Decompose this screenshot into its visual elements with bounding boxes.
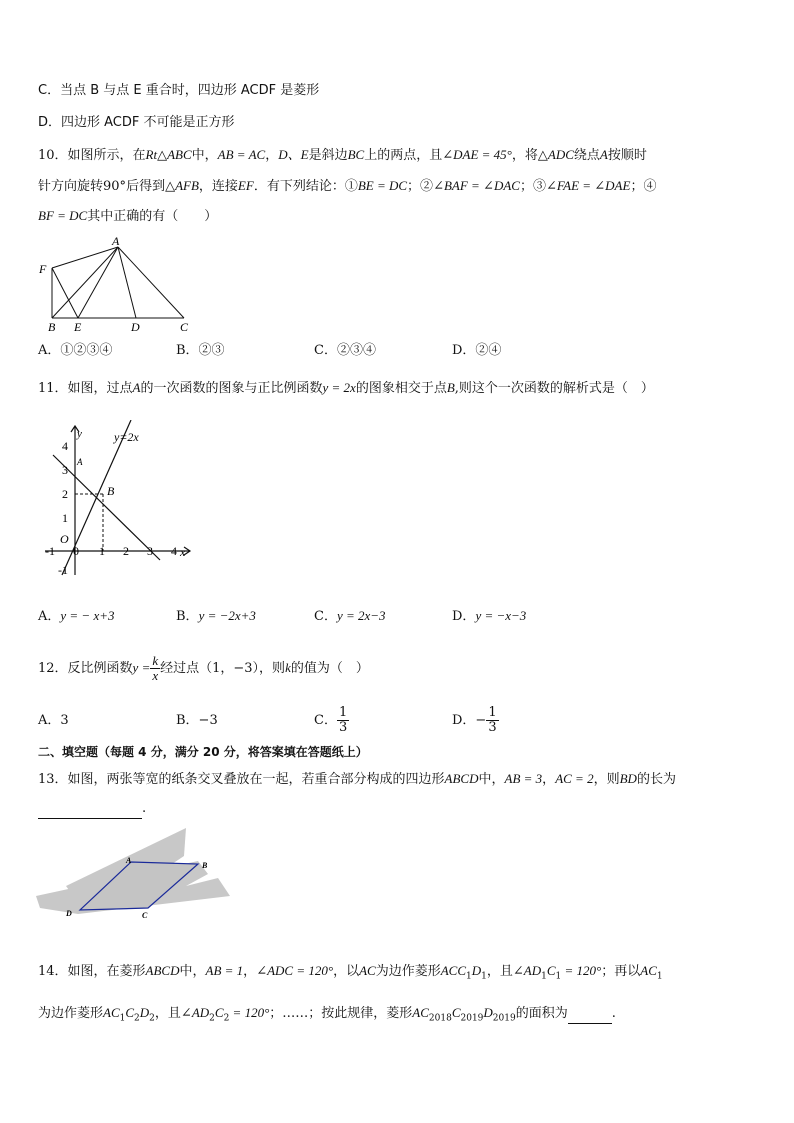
- label-d: D: [131, 320, 140, 334]
- q11-option-a: A．y = − x+3: [38, 608, 115, 624]
- q9-option-c: C．当点 B 与点 E 重合时，四边形 ACDF 是菱形: [38, 83, 320, 98]
- x-tick: 3: [147, 544, 153, 558]
- graph-point-b: B: [107, 484, 115, 498]
- q13-stem: 13．如图，两张等宽的纸条交叉叠放在一起，若重合部分构成的四边形ABCD中，AB = 3，AC = 2，则BD的长为: [38, 771, 676, 787]
- q10-option-a: A．①②③④: [38, 343, 113, 358]
- segment-fe: [52, 268, 78, 318]
- label-c: C: [142, 911, 148, 918]
- y-tick: 3: [62, 463, 68, 477]
- section-2-heading: 二、填空题（每题 4 分，满分 20 分，将答案填在答题纸上）: [38, 745, 368, 759]
- graph-origin: O: [60, 532, 69, 546]
- q11-stem: 11．如图，过点A的一次函数的图象与正比例函数y = 2x的图象相交于点B,则这个一次函数的解析式是（ ）: [38, 380, 654, 396]
- q11-option-b: B．y = −2x+3: [176, 608, 256, 624]
- q10-option-b: B．②③: [176, 343, 225, 358]
- segment-ac: [118, 247, 184, 318]
- q14-stem-line2: 为边作菱形$AC_1C_2D_2$，且$\angle AD_2C_2 = 120^\circ$；……；按此规律，菱形$AC_{2018}C_{2019}D_{2019}$的面积为 .: [38, 1005, 616, 1024]
- label-a: A: [112, 234, 120, 248]
- label-a: A: [126, 856, 132, 865]
- x-tick: -1: [45, 544, 55, 558]
- graph-y-label: y: [77, 428, 82, 440]
- y-tick: 1: [62, 511, 68, 525]
- q12-stem: 12．反比例函数y = $\frac{k}{x}$ 经过点（1，−3），则k的值为（ ）: [38, 653, 369, 683]
- q10-stem-line2: 针方向旋转90°后得到△AFB，连接EF．有下列结论：①BE = DC；②∠BAF = ∠DAC；③∠FAE = ∠DAE；④: [38, 178, 657, 194]
- graph-point-a: A: [77, 457, 83, 467]
- x-tick: 2: [123, 544, 129, 558]
- x-tick: 1: [99, 544, 105, 558]
- q11-option-c: C．y = 2x−3: [314, 608, 386, 624]
- q10-option-d: D．②④: [452, 343, 502, 358]
- label-c: C: [180, 320, 189, 334]
- graph-line-label: y=2x: [114, 430, 139, 444]
- q13-answer-blank[interactable]: [38, 800, 142, 819]
- q11-graph: [40, 420, 200, 585]
- q14-stem-line1: 14．如图，在菱形ABCD中，AB = 1，∠ADC = 120°，以AC为边作菱形$ACC_1D_1$，且$\angle AD_1C_1 = 120^\circ$；再以$AC_1$: [38, 963, 663, 982]
- q9-option-d: D．四边形 ACDF 不可能是正方形: [38, 115, 235, 130]
- q13-figure: [36, 826, 240, 918]
- x-tick: 4: [171, 544, 177, 558]
- segment-ad: [118, 247, 136, 318]
- x-tick: 0: [73, 544, 79, 558]
- label-b: B: [48, 320, 56, 334]
- y-tick: -1: [58, 563, 68, 577]
- y-tick: 4: [62, 439, 68, 453]
- q10-stem-line3: BF = DC其中正确的有（ ）: [38, 208, 218, 224]
- q12-option-a: A．3: [38, 713, 69, 728]
- q10-stem-line1: 10．如图所示，在Rt△ABC中，AB = AC，D、E是斜边BC上的两点，且∠DAE = 45°，将△ADC绕点A按顺时: [38, 147, 647, 163]
- q11-option-d: D．y = −x−3: [452, 608, 527, 624]
- label-f: F: [39, 262, 47, 276]
- line-ab: [53, 455, 160, 560]
- label-d: D: [66, 909, 72, 918]
- q12-option-c: C． $\frac{1}{3}$: [314, 705, 348, 735]
- q13-answer-line: .: [38, 800, 146, 819]
- q14-answer-blank[interactable]: [568, 1005, 612, 1024]
- graph-x-label: x: [180, 545, 186, 559]
- q12-option-d: D．− $\frac{1}{3}$: [452, 705, 497, 735]
- q10-figure: [36, 232, 196, 336]
- q10-option-c: C．②③④: [314, 343, 376, 358]
- q12-option-b: B．−3: [176, 713, 218, 728]
- label-e: E: [74, 320, 82, 334]
- label-b: B: [202, 861, 208, 870]
- y-tick: 2: [62, 487, 68, 501]
